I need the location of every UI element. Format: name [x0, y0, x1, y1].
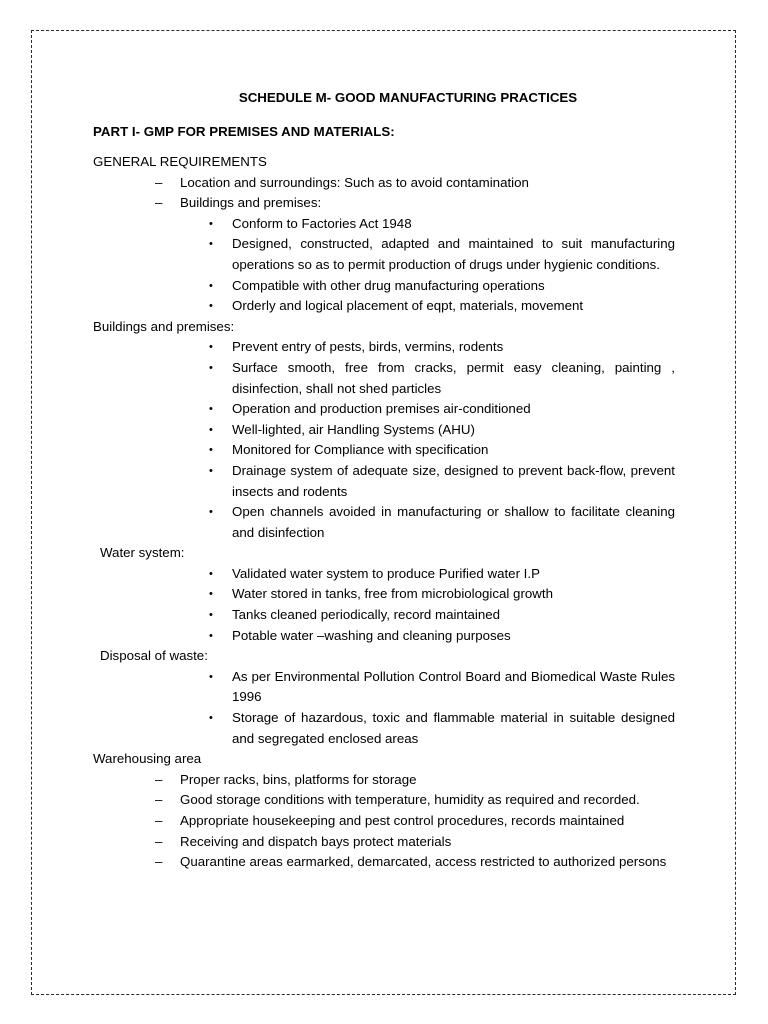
list-item-text: Good storage conditions with temperature, humidity as required and recorded.	[180, 792, 640, 808]
bullet-marker: •	[209, 670, 213, 683]
list-item-text: Orderly and logical placement of eqpt, materials, movement	[232, 298, 584, 314]
section-heading-general: GENERAL REQUIREMENTS	[93, 154, 267, 169]
dash-marker: –	[155, 174, 163, 190]
list-item	[0, 790, 768, 811]
list-item-text: Buildings and premises:	[180, 195, 322, 211]
bullet-marker: •	[209, 444, 213, 457]
document-body	[0, 152, 768, 873]
list-item-text: Location and surroundings: Such as to avoid contamination	[180, 174, 529, 190]
list-item	[0, 584, 768, 605]
list-item	[0, 832, 768, 853]
list-item	[0, 193, 768, 214]
list-item-text: Open channels avoided in manufacturing or shallow to facilitate cleaning and disinfection	[232, 504, 675, 540]
list-item-text: Designed, constructed, adapted and maintained to suit manufacturing operations so as to permit production of drugs under hygienic conditions.	[232, 236, 675, 272]
list-item	[0, 337, 768, 358]
list-item	[0, 214, 768, 235]
bullet-marker: •	[209, 341, 213, 354]
list-item-text: Proper racks, bins, platforms for storage	[180, 771, 417, 787]
list-item-text: Monitored for Compliance with specification	[232, 442, 489, 458]
dash-marker: –	[155, 195, 163, 211]
list-item	[0, 667, 768, 708]
bullet-marker: •	[209, 609, 213, 622]
list-item	[0, 461, 768, 502]
list-item-text: Validated water system to produce Purified water I.P	[232, 565, 540, 581]
list-item-text: Conform to Factories Act 1948	[232, 215, 412, 231]
section-heading-water: Water system:	[100, 545, 185, 561]
document-title: SCHEDULE M- GOOD MANUFACTURING PRACTICES	[238, 90, 578, 105]
bullet-marker: •	[209, 588, 213, 601]
bullet-marker: •	[209, 238, 213, 251]
bullet-marker: •	[209, 506, 213, 519]
part-heading: PART I- GMP FOR PREMISES AND MATERIALS:	[93, 124, 395, 139]
list-item-text: Operation and production premises air-conditioned	[232, 401, 531, 417]
section-heading-buildings: Buildings and premises:	[93, 318, 235, 334]
section-heading-waste: Disposal of waste:	[100, 648, 208, 664]
list-item-text: Receiving and dispatch bays protect materials	[180, 833, 452, 849]
bullet-marker: •	[209, 361, 213, 374]
list-item	[0, 173, 768, 194]
list-item	[0, 626, 768, 647]
bullet-marker: •	[209, 279, 213, 292]
list-item	[0, 708, 768, 749]
list-item-text: Water stored in tanks, free from microbiological growth	[232, 586, 553, 602]
bullet-marker: •	[209, 423, 213, 436]
bullet-marker: •	[209, 464, 213, 477]
list-item-text: Appropriate housekeeping and pest control procedures, records maintained	[180, 813, 625, 828]
list-item-text: Tanks cleaned periodically, record maintained	[232, 607, 501, 623]
bullet-marker: •	[209, 403, 213, 416]
list-item	[0, 605, 768, 626]
list-item-text: Surface smooth, free from cracks, permit easy cleaning, painting , disinfection, shall not shed particles	[232, 359, 675, 396]
list-item-text: Potable water –washing and cleaning purposes	[232, 627, 511, 643]
dash-marker: –	[155, 813, 163, 828]
list-item-text: Drainage system of adequate size, designed to prevent back-flow, prevent insects and rodents	[232, 462, 675, 499]
dash-marker: –	[155, 792, 163, 808]
list-item	[0, 770, 768, 791]
list-item	[0, 440, 768, 461]
section-heading-warehouse: Warehousing area	[93, 751, 202, 767]
bullet-marker: •	[209, 217, 213, 230]
dash-marker: –	[155, 771, 163, 787]
list-item-text: Quarantine areas earmarked, demarcated, access restricted to authorized persons	[180, 854, 667, 870]
list-item-text: As per Environmental Pollution Control Board and Biomedical Waste Rules 1996	[232, 668, 675, 705]
list-item	[0, 502, 768, 543]
list-item	[0, 564, 768, 585]
list-item	[0, 852, 768, 873]
dash-marker: –	[155, 833, 163, 849]
bullet-marker: •	[209, 712, 213, 725]
list-item-text: Compatible with other drug manufacturing operations	[232, 277, 545, 293]
list-item-text: Well-lighted, air Handling Systems (AHU)	[232, 421, 475, 437]
bullet-marker: •	[209, 629, 213, 642]
list-item	[0, 358, 768, 399]
list-item-text: Storage of hazardous, toxic and flammable material in suitable designed and segregated enclosed areas	[232, 710, 675, 746]
dash-marker: –	[155, 854, 163, 870]
list-item	[0, 420, 768, 441]
list-item	[0, 296, 768, 317]
bullet-marker: •	[209, 300, 213, 313]
list-item	[0, 234, 768, 275]
list-item	[0, 399, 768, 420]
list-item	[0, 811, 768, 832]
list-item	[0, 276, 768, 297]
list-item-text: Prevent entry of pests, birds, vermins, rodents	[232, 339, 504, 355]
bullet-marker: •	[209, 567, 213, 580]
